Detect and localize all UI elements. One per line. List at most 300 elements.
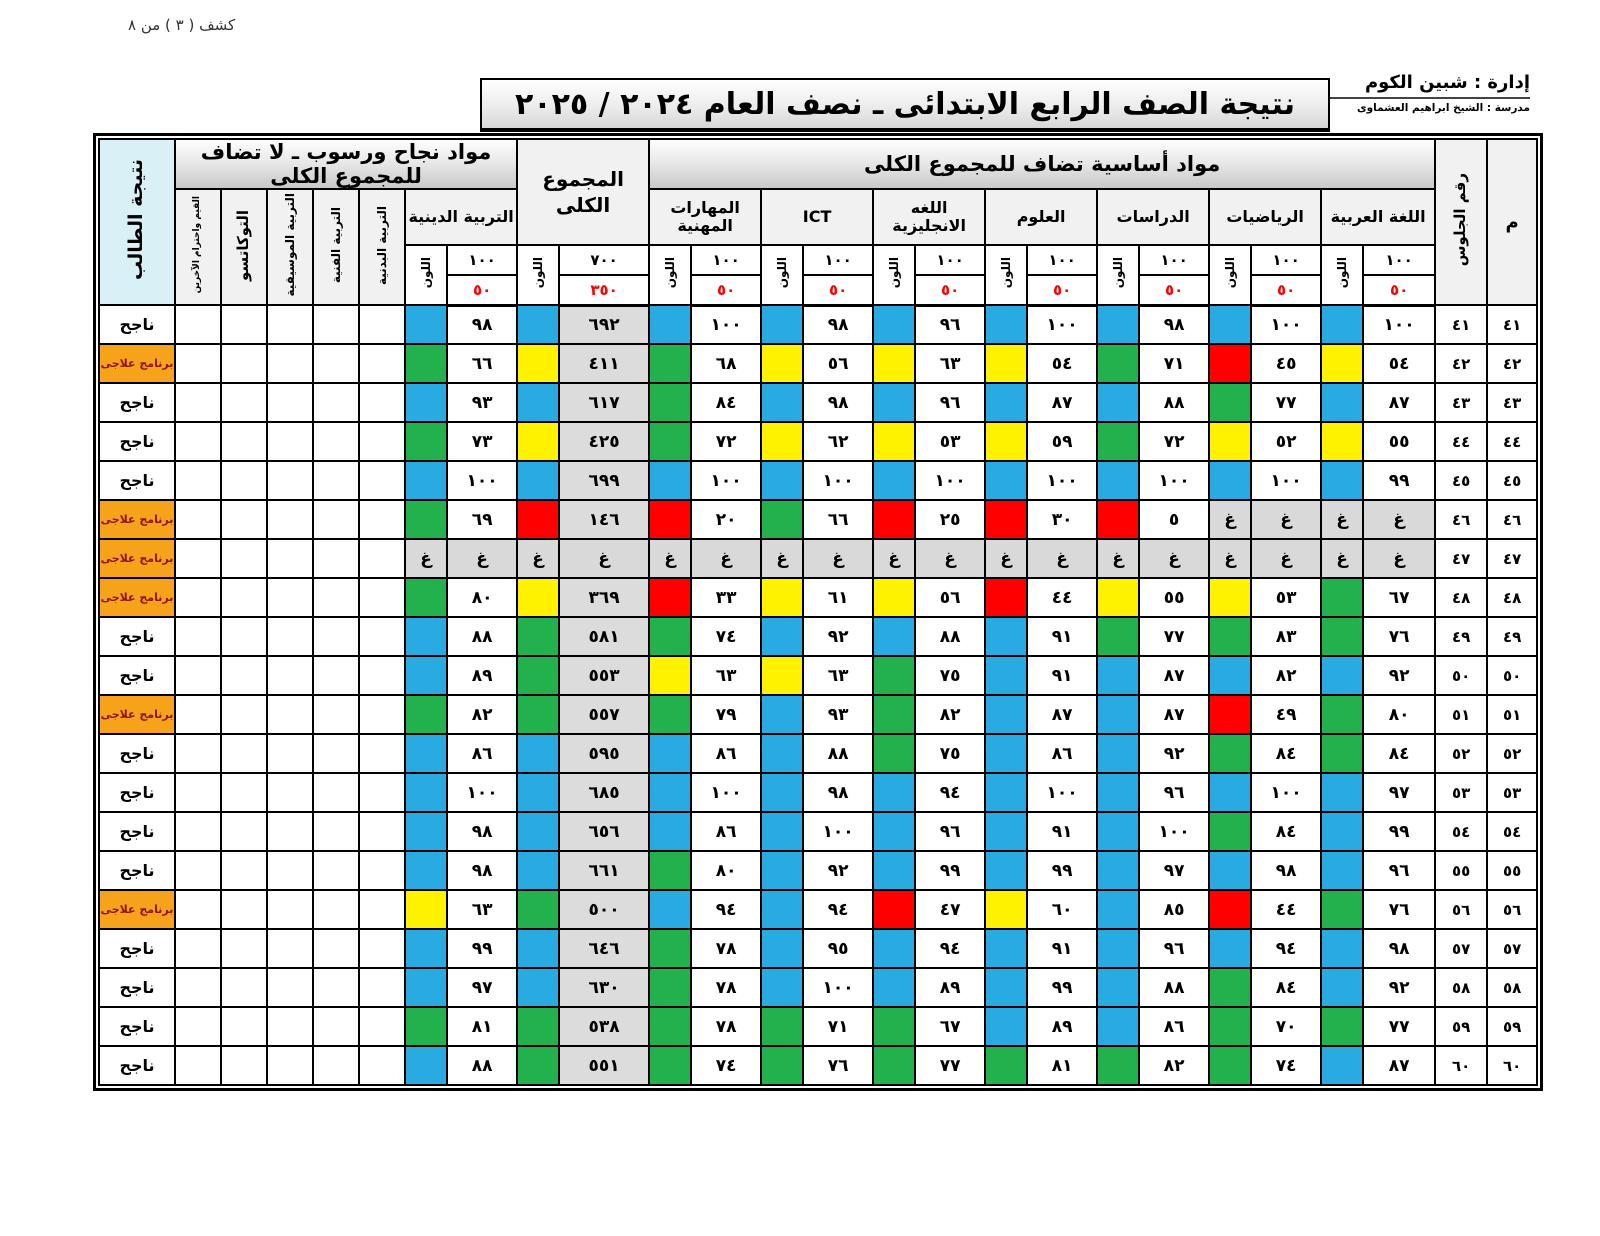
total-mark-cell: ٤١١ xyxy=(559,344,649,383)
mark-cell: ٨٤ xyxy=(1251,734,1321,773)
color-cell xyxy=(649,734,691,773)
serial-cell: ٥٩ xyxy=(1487,1007,1537,1046)
color-cell xyxy=(1097,968,1139,1007)
mark-cell: ١٠٠ xyxy=(691,461,761,500)
color-cell xyxy=(985,305,1027,344)
mark-cell: ١٠٠ xyxy=(691,305,761,344)
mark-cell: ٤٤ xyxy=(1027,578,1097,617)
religion-mark-cell: ٩٧ xyxy=(447,968,517,1007)
extra-subject-cell xyxy=(313,929,359,968)
color-cell: غ xyxy=(761,539,803,578)
color-cell xyxy=(985,617,1027,656)
student-row xyxy=(99,422,1537,461)
extra-subject-cell xyxy=(359,773,405,812)
extra-subject-cell xyxy=(221,851,267,890)
extra-subject-cell xyxy=(175,851,221,890)
religion-mark-cell: ٦٦ xyxy=(447,344,517,383)
total-color-cell xyxy=(517,461,559,500)
religion-color-cell xyxy=(405,617,447,656)
mark-cell: ٩٢ xyxy=(1363,968,1435,1007)
subject-header-english: اللغه الانجليزية xyxy=(873,189,985,245)
extra-subject-cell xyxy=(175,617,221,656)
extra-subject-cell xyxy=(313,1046,359,1085)
color-cell xyxy=(873,812,915,851)
mark-cell: ٨١ xyxy=(1027,1046,1097,1085)
total-color-cell xyxy=(517,500,559,539)
seat-col-label: رقم الجلوس xyxy=(1451,173,1470,267)
subject-header-math: الرياضيات xyxy=(1209,189,1321,245)
mark-cell: ٧٥ xyxy=(915,734,985,773)
seat-cell: ٤٤ xyxy=(1435,422,1487,461)
total-mark-cell: ٦٥٦ xyxy=(559,812,649,851)
color-cell xyxy=(1097,656,1139,695)
color-cell xyxy=(1209,344,1251,383)
serial-cell: ٥٥ xyxy=(1487,851,1537,890)
color-cell xyxy=(649,812,691,851)
mark-cell: ٥٩ xyxy=(1027,422,1097,461)
color-cell xyxy=(761,929,803,968)
extra-subject-cell xyxy=(267,929,313,968)
extra-subject-cell xyxy=(175,578,221,617)
mark-cell: ٣٣ xyxy=(691,578,761,617)
serial-cell: ٥٢ xyxy=(1487,734,1537,773)
mark-cell: ٥٦ xyxy=(803,344,873,383)
subject-header-studies: الدراسات xyxy=(1097,189,1209,245)
extra-subject-cell xyxy=(175,305,221,344)
color-cell xyxy=(649,968,691,1007)
mark-cell: ٧٥ xyxy=(915,656,985,695)
religion-mark-cell: ٨٠ xyxy=(447,578,517,617)
mark-cell: ٨٦ xyxy=(1139,1007,1209,1046)
color-label: اللون xyxy=(774,257,789,289)
color-col-header-science xyxy=(985,245,1027,305)
mark-cell: ٩٩ xyxy=(1363,461,1435,500)
mark-cell: ٨٦ xyxy=(691,812,761,851)
color-cell xyxy=(873,1007,915,1046)
pass-fail-group-header: مواد نجاح ورسوب ـ لا تضاف للمجموع الكلى xyxy=(175,139,517,189)
extra-subject-cell xyxy=(221,539,267,578)
mark-cell: ٨٢ xyxy=(1251,656,1321,695)
color-cell xyxy=(1209,851,1251,890)
mark-cell: ٩٩ xyxy=(1363,812,1435,851)
extra-subject-cell xyxy=(313,734,359,773)
religion-mark-cell: ٩٩ xyxy=(447,929,517,968)
religion-mark-cell: ٨٨ xyxy=(447,617,517,656)
color-cell xyxy=(1321,1007,1363,1046)
color-cell xyxy=(1209,695,1251,734)
extra-subject-cell xyxy=(359,656,405,695)
extra-subject-cell xyxy=(221,929,267,968)
color-cell xyxy=(761,1046,803,1085)
mark-cell: ١٠٠ xyxy=(803,968,873,1007)
student-result-cell: ناجح xyxy=(99,617,175,656)
religion-color-cell xyxy=(405,851,447,890)
extra-subject-cell xyxy=(359,383,405,422)
color-cell xyxy=(1097,305,1139,344)
seat-cell: ٤٦ xyxy=(1435,500,1487,539)
mark-cell: ٧٧ xyxy=(1139,617,1209,656)
color-cell xyxy=(649,773,691,812)
subject-header-values xyxy=(175,189,221,305)
total-mark-cell: ٦٨٥ xyxy=(559,773,649,812)
seat-cell: ٦٠ xyxy=(1435,1046,1487,1085)
mark-cell: ٩٨ xyxy=(803,383,873,422)
color-col-header-religion xyxy=(405,245,447,305)
extra-subject-cell xyxy=(313,422,359,461)
color-cell xyxy=(873,461,915,500)
mark-cell: ٨٦ xyxy=(691,734,761,773)
color-cell xyxy=(1209,617,1251,656)
extra-subject-cell xyxy=(175,422,221,461)
religion-color-cell xyxy=(405,695,447,734)
color-cell xyxy=(1321,656,1363,695)
religion-mark-cell: ٨٨ xyxy=(447,1046,517,1085)
student-row xyxy=(99,812,1537,851)
mark-cell: ٩٤ xyxy=(915,773,985,812)
mark-cell: ٧٦ xyxy=(803,1046,873,1085)
religion-color-cell xyxy=(405,929,447,968)
extra-subject-cell xyxy=(313,773,359,812)
student-row xyxy=(99,1046,1537,1085)
mark-cell: ٩٤ xyxy=(691,890,761,929)
seat-cell: ٥٨ xyxy=(1435,968,1487,1007)
extra-subject-cell xyxy=(267,890,313,929)
total-mark-cell: ٦٩٩ xyxy=(559,461,649,500)
extra-subject-cell xyxy=(359,695,405,734)
color-cell xyxy=(985,383,1027,422)
color-cell xyxy=(985,578,1027,617)
extra-subject-cell xyxy=(175,656,221,695)
extra-subject-cell xyxy=(175,968,221,1007)
extra-subject-cell xyxy=(267,383,313,422)
student-row xyxy=(99,383,1537,422)
mark-cell: ٧٤ xyxy=(691,617,761,656)
color-cell xyxy=(1209,656,1251,695)
total-mark-cell: ٦٩٢ xyxy=(559,305,649,344)
extra-subject-cell xyxy=(221,734,267,773)
seat-cell: ٤٧ xyxy=(1435,539,1487,578)
mark-cell: غ xyxy=(1027,539,1097,578)
extra-subject-cell xyxy=(313,1007,359,1046)
mark-cell: ٨٧ xyxy=(1363,1046,1435,1085)
mark-cell: ٦٣ xyxy=(915,344,985,383)
color-cell xyxy=(985,422,1027,461)
color-cell xyxy=(1321,851,1363,890)
color-cell xyxy=(1209,734,1251,773)
seat-cell: ٥٧ xyxy=(1435,929,1487,968)
color-cell xyxy=(649,617,691,656)
student-row xyxy=(99,344,1537,383)
religion-mark-cell: ٨٦ xyxy=(447,734,517,773)
mark-cell: ١٠٠ xyxy=(1363,305,1435,344)
color-col-header-math xyxy=(1209,245,1251,305)
religion-mark-cell: ١٠٠ xyxy=(447,773,517,812)
religion-mark-cell: ١٠٠ xyxy=(447,461,517,500)
total-mark-cell: ٦٦١ xyxy=(559,851,649,890)
seat-cell: ٥٣ xyxy=(1435,773,1487,812)
color-cell xyxy=(985,500,1027,539)
mark-cell: ٨٠ xyxy=(1363,695,1435,734)
student-row xyxy=(99,578,1537,617)
student-result-cell: برنامج علاجى xyxy=(99,539,175,578)
mark-cell: ٩٤ xyxy=(915,929,985,968)
color-cell xyxy=(1097,773,1139,812)
mark-cell: ٨٨ xyxy=(1139,383,1209,422)
extra-subject-cell xyxy=(175,539,221,578)
color-cell: غ xyxy=(1321,539,1363,578)
color-cell xyxy=(985,929,1027,968)
extra-subject-cell xyxy=(221,344,267,383)
extra-subject-cell xyxy=(221,695,267,734)
color-cell xyxy=(1097,1046,1139,1085)
color-cell xyxy=(1209,461,1251,500)
extra-subject-cell xyxy=(313,812,359,851)
mark-cell: ٩٢ xyxy=(1139,734,1209,773)
extra-subject-cell xyxy=(267,422,313,461)
subject-header-physical-ed xyxy=(359,189,405,305)
full-mark-arabic: ١٠٠ xyxy=(1363,245,1435,275)
full-mark-total: ٧٠٠ xyxy=(559,245,649,275)
extra-subject-cell xyxy=(175,734,221,773)
extra-subject-cell xyxy=(313,578,359,617)
mark-cell: غ xyxy=(1363,539,1435,578)
mark-cell: ٨٢ xyxy=(1139,1046,1209,1085)
mark-cell: ٧٧ xyxy=(915,1046,985,1085)
seat-cell: ٤٨ xyxy=(1435,578,1487,617)
extra-subject-cell xyxy=(175,773,221,812)
art-ed-label: التربية الفنية xyxy=(328,206,343,284)
color-cell xyxy=(873,617,915,656)
mark-cell: ٥ xyxy=(1139,500,1209,539)
mark-cell: ٩٧ xyxy=(1363,773,1435,812)
mark-cell: ٧٤ xyxy=(1251,1046,1321,1085)
student-row xyxy=(99,773,1537,812)
color-cell xyxy=(1097,812,1139,851)
extra-subject-cell xyxy=(313,461,359,500)
extra-subject-cell xyxy=(267,1007,313,1046)
extra-subject-cell xyxy=(221,968,267,1007)
results-table-frame xyxy=(93,133,1543,1091)
mark-cell: ٦٦ xyxy=(803,500,873,539)
mark-cell: ١٠٠ xyxy=(1251,461,1321,500)
total-mark-cell: ٥٣٨ xyxy=(559,1007,649,1046)
color-cell xyxy=(1321,929,1363,968)
total-color-cell xyxy=(517,890,559,929)
color-col-header-arabic xyxy=(1321,245,1363,305)
color-cell xyxy=(1321,461,1363,500)
extra-subject-cell xyxy=(267,617,313,656)
serial-cell: ٤٩ xyxy=(1487,617,1537,656)
mark-cell: ٧٩ xyxy=(691,695,761,734)
color-cell xyxy=(1321,695,1363,734)
total-mark-cell: ٥٥١ xyxy=(559,1046,649,1085)
extra-subject-cell xyxy=(359,812,405,851)
student-result-cell: ناجح xyxy=(99,734,175,773)
page-title: نتيجة الصف الرابع الابتدائى ـ نصف العام ٢٠٢٤ / ٢٠٢٥ xyxy=(480,78,1330,132)
religion-color-cell: غ xyxy=(405,539,447,578)
student-row xyxy=(99,890,1537,929)
religion-mark-cell: ٨١ xyxy=(447,1007,517,1046)
extra-subject-cell xyxy=(313,500,359,539)
serial-cell: ٤٢ xyxy=(1487,344,1537,383)
color-cell xyxy=(985,344,1027,383)
color-cell xyxy=(1321,578,1363,617)
serial-cell: ٥٧ xyxy=(1487,929,1537,968)
full-mark-ict: ١٠٠ xyxy=(803,245,873,275)
total-color-cell xyxy=(517,656,559,695)
color-cell xyxy=(1097,851,1139,890)
extra-subject-cell xyxy=(267,461,313,500)
core-subjects-group-header: مواد أساسية تضاف للمجموع الكلى xyxy=(649,139,1435,189)
color-cell xyxy=(1321,1046,1363,1085)
color-cell xyxy=(873,734,915,773)
extra-subject-cell xyxy=(359,617,405,656)
extra-subject-cell xyxy=(359,539,405,578)
serial-cell: ٥٠ xyxy=(1487,656,1537,695)
student-result-cell: برنامج علاجى xyxy=(99,500,175,539)
color-col-header-studies xyxy=(1097,245,1139,305)
extra-subject-cell xyxy=(313,890,359,929)
color-cell xyxy=(1209,773,1251,812)
extra-subject-cell xyxy=(221,773,267,812)
total-color-cell xyxy=(517,812,559,851)
color-cell xyxy=(761,695,803,734)
extra-subject-cell xyxy=(221,1007,267,1046)
extra-subject-cell xyxy=(267,344,313,383)
color-cell xyxy=(649,851,691,890)
color-cell xyxy=(985,851,1027,890)
extra-subject-cell xyxy=(313,383,359,422)
half-mark-total: ٣٥٠ xyxy=(559,275,649,305)
total-mark-cell: ٥٩٥ xyxy=(559,734,649,773)
total-mark-cell: ٤٢٥ xyxy=(559,422,649,461)
student-result-cell: ناجح xyxy=(99,422,175,461)
religion-color-cell xyxy=(405,812,447,851)
color-label: اللون xyxy=(1334,257,1349,289)
color-cell xyxy=(1097,890,1139,929)
mark-cell: ٩٧ xyxy=(1139,851,1209,890)
results-table-body xyxy=(99,305,1537,1085)
mark-cell: ٤٩ xyxy=(1251,695,1321,734)
extra-subject-cell xyxy=(359,578,405,617)
mark-cell: ٨٩ xyxy=(1027,1007,1097,1046)
mark-cell: ٧١ xyxy=(1139,344,1209,383)
tokkatsu-label: التوكاتسو xyxy=(234,209,253,281)
serial-cell: ٤١ xyxy=(1487,305,1537,344)
mark-cell: ٩٦ xyxy=(915,383,985,422)
mark-cell: ٨٧ xyxy=(1027,695,1097,734)
extra-subject-cell xyxy=(221,812,267,851)
student-result-cell: ناجح xyxy=(99,1007,175,1046)
religion-color-cell xyxy=(405,968,447,1007)
mark-cell: ٥٤ xyxy=(1027,344,1097,383)
extra-subject-cell xyxy=(175,890,221,929)
color-col-header-total xyxy=(517,245,559,305)
extra-subject-cell xyxy=(359,929,405,968)
student-result-cell: ناجح xyxy=(99,305,175,344)
mark-cell: ٩٦ xyxy=(915,812,985,851)
religion-mark-cell: ٦٩ xyxy=(447,500,517,539)
religion-mark-cell: ٦٣ xyxy=(447,890,517,929)
mark-cell: ٩٨ xyxy=(803,305,873,344)
color-cell xyxy=(985,1007,1027,1046)
color-cell xyxy=(985,1046,1027,1085)
mark-cell: ٩٢ xyxy=(803,617,873,656)
color-cell xyxy=(1209,968,1251,1007)
mark-cell: ٩٣ xyxy=(803,695,873,734)
color-cell xyxy=(1321,734,1363,773)
student-row xyxy=(99,656,1537,695)
mark-cell: غ xyxy=(1139,539,1209,578)
mark-cell: ٦٨ xyxy=(691,344,761,383)
student-row xyxy=(99,851,1537,890)
extra-subject-cell xyxy=(359,305,405,344)
mark-cell: ٥٣ xyxy=(1251,578,1321,617)
mark-cell: ٧٨ xyxy=(691,968,761,1007)
color-cell xyxy=(649,656,691,695)
color-cell xyxy=(985,695,1027,734)
color-cell xyxy=(761,851,803,890)
mark-cell: ٧٨ xyxy=(691,929,761,968)
color-cell xyxy=(1321,773,1363,812)
seat-cell: ٤٣ xyxy=(1435,383,1487,422)
serial-cell: ٥٣ xyxy=(1487,773,1537,812)
mark-cell: ١٠٠ xyxy=(915,461,985,500)
mark-cell: ٨٤ xyxy=(1251,812,1321,851)
religion-color-cell xyxy=(405,773,447,812)
religion-color-cell xyxy=(405,1007,447,1046)
color-label: اللون xyxy=(530,257,545,289)
extra-subject-cell xyxy=(267,968,313,1007)
total-mark-cell: ٥٠٠ xyxy=(559,890,649,929)
color-cell xyxy=(761,500,803,539)
color-cell xyxy=(761,422,803,461)
student-result-cell: ناجح xyxy=(99,812,175,851)
total-col-header: المجموع الكلى xyxy=(517,139,649,245)
total-color-cell xyxy=(517,968,559,1007)
mark-cell: ٦١ xyxy=(803,578,873,617)
mark-cell: ٦٢ xyxy=(803,422,873,461)
total-color-cell xyxy=(517,422,559,461)
mark-cell: غ xyxy=(691,539,761,578)
color-cell xyxy=(1097,695,1139,734)
color-cell: غ xyxy=(985,539,1027,578)
color-cell xyxy=(649,578,691,617)
full-mark-studies: ١٠٠ xyxy=(1139,245,1209,275)
religion-color-cell xyxy=(405,383,447,422)
student-row xyxy=(99,305,1537,344)
extra-subject-cell xyxy=(359,851,405,890)
color-cell xyxy=(1209,422,1251,461)
color-cell xyxy=(761,344,803,383)
color-cell xyxy=(873,968,915,1007)
mark-cell: ٩٦ xyxy=(1139,773,1209,812)
seat-cell: ٥٩ xyxy=(1435,1007,1487,1046)
mark-cell: ٧٢ xyxy=(691,422,761,461)
color-cell: غ xyxy=(649,539,691,578)
mark-cell: ٦٣ xyxy=(803,656,873,695)
total-color-cell xyxy=(517,851,559,890)
mark-cell: ٨٨ xyxy=(1139,968,1209,1007)
religion-mark-cell: ٨٩ xyxy=(447,656,517,695)
mark-cell: ٧٦ xyxy=(1363,617,1435,656)
seat-cell: ٥٤ xyxy=(1435,812,1487,851)
mark-cell: ٧٢ xyxy=(1139,422,1209,461)
extra-subject-cell xyxy=(313,305,359,344)
color-cell xyxy=(761,578,803,617)
half-mark-ict: ٥٠ xyxy=(803,275,873,305)
total-color-cell xyxy=(517,1046,559,1085)
